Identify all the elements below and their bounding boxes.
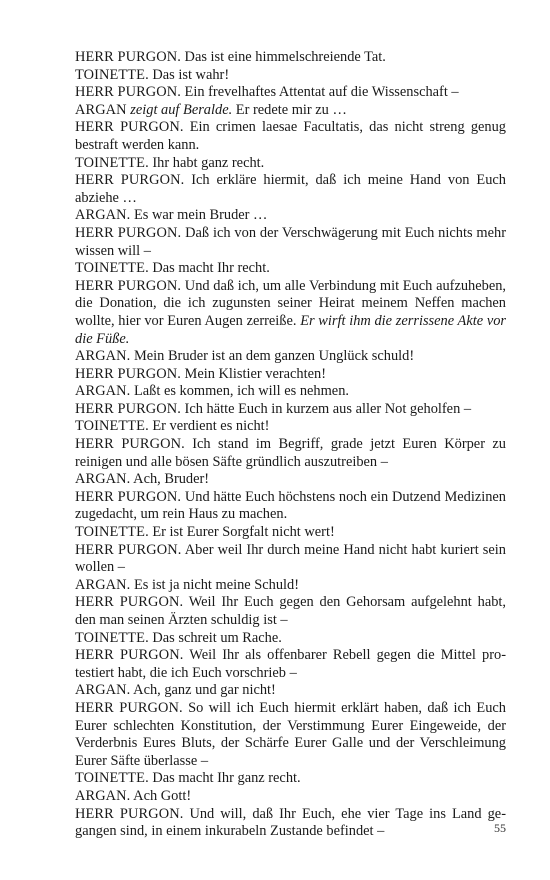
speaker-name: HERR PURGON. [75,365,181,382]
spoken-text: Ihr habt ganz recht. [148,154,265,171]
spoken-text: Daß ich von der Verschwägerung mit Euch nichts mehr wissen will – [75,224,506,259]
spoken-text: Ach Gott! [130,787,192,804]
spoken-text: Er ist Eurer Sorgfalt nicht wert! [148,524,335,541]
dialogue-text [75,49,506,841]
spoken-text: Ach, ganz und gar nicht! [130,682,276,699]
spoken-text: Aber weil Ihr durch meine Hand nicht habt kuriert sein wollen – [75,541,506,576]
dialogue-line [75,594,506,629]
speaker-name: HERR PURGON. [75,805,184,822]
spoken-text: Weil Ihr als offenbarer Rebell gegen die Mittel protestiert habt, die ich Euch vorschrieb – [75,647,506,681]
dialogue-line [75,383,506,401]
speaker-name: TOINETTE. [75,629,149,646]
dialogue-line [75,119,506,154]
dialogue-line [75,471,506,489]
speaker-name: HERR PURGON. [75,699,183,716]
spoken-text: Und will, daß Ihr Euch, ehe vier Tage ins Land gegangen sind, in einem inkurabeln Zustande befindet – [75,805,506,840]
speaker-name: ARGAN [75,101,127,118]
speaker-name: HERR PURGON. [75,277,182,294]
dialogue-line [75,348,506,366]
dialogue-line [75,700,506,770]
spoken-text: Ach, Bruder! [130,471,210,488]
dialogue-line [75,436,506,471]
dialogue-line [75,806,506,841]
page-number: 55 [494,821,506,835]
dialogue-line [75,278,506,348]
dialogue-line [75,577,506,595]
spoken-text: Das ist wahr! [148,66,230,83]
spoken-text: Ein frevelhaftes Attentat auf die Wissenschaft – [180,84,459,101]
dialogue-line [75,524,506,542]
spoken-text: Er verdient es nicht! [148,418,270,435]
spoken-text: Und daß ich, um alle Verbindung mit Euch aufzuheben, die Donation, die ich zugunsten seiner Heirat meinem Neffen machen wollte, hier vor Euren Augen zerreiße. [75,277,506,329]
speaker-name: HERR PURGON. [75,436,185,453]
speaker-name: HERR PURGON. [75,172,185,189]
dialogue-line [75,102,506,120]
dialogue-line [75,418,506,436]
dialogue-line [75,172,506,207]
speaker-name: HERR PURGON. [75,647,184,664]
dialogue-line [75,401,506,419]
spoken-text: Ein crimen laesae Facultatis, das nicht streng genug bestraft werden kann. [75,119,506,153]
speaker-name: HERR PURGON. [75,488,182,505]
dialogue-line [75,67,506,85]
speaker-name: ARGAN. [75,787,131,804]
spoken-text: Weil Ihr Euch gegen den Gehorsam aufgelehnt habt, den man seinen Ärzten schuldig ist – [75,594,506,628]
speaker-name: TOINETTE. [75,418,149,435]
speaker-name: ARGAN. [75,207,131,224]
spoken-text: Ich stand im Begriff, grade jetzt Euren Körper zu reinigen und alle bösen Säfte gründlich auszutreiben – [75,436,507,470]
speaker-name: HERR PURGON. [75,224,182,241]
spoken-text: Mein Klistier verachten! [180,365,327,382]
speaker-name: ARGAN. [75,348,131,365]
dialogue-line [75,682,506,700]
dialogue-line [75,788,506,806]
speaker-name: ARGAN. [75,383,131,400]
dialogue-line [75,647,506,682]
dialogue-line [75,542,506,577]
spoken-text: So will ich Euch hiermit erklärt haben, daß ich Euch Eurer schlechten Konstitution, der Verstimmung Eurer Eingeweide, der Verderbnis Eures Bluts, der Schärfe Eurer Galle und der Verschleimung Eurer Säfte überlasse – [75,699,506,769]
dialogue-line [75,155,506,173]
speaker-name: ARGAN. [75,576,131,593]
spoken-text: Mein Bruder ist an dem ganzen Unglück schuld! [130,348,415,365]
spoken-text: Er redete mir zu … [232,101,347,118]
spoken-text: Das ist eine himmelschreiende Tat. [180,49,386,65]
spoken-text: Ich erkläre hiermit, daß ich meine Hand von Euch abziehe … [75,172,506,206]
speaker-name: HERR PURGON. [75,49,181,65]
dialogue-line [75,84,506,102]
dialogue-line [75,489,506,524]
dialogue-line [75,207,506,225]
speaker-name: HERR PURGON. [75,594,184,611]
stage-direction: zeigt auf Beralde. [126,101,233,118]
speaker-name: HERR PURGON. [75,541,182,558]
dialogue-line [75,225,506,260]
speaker-name: HERR PURGON. [75,84,181,101]
dialogue-line [75,770,506,788]
dialogue-line [75,366,506,384]
spoken-text: Das macht Ihr ganz recht. [148,770,301,787]
speaker-name: TOINETTE. [75,524,149,541]
spoken-text: Es war mein Bruder … [130,207,268,224]
spoken-text: Laßt es kommen, ich will es nehmen. [130,383,349,400]
spoken-text: Das schreit um Rache. [148,629,282,646]
spoken-text: Und hätte Euch höchstens noch ein Dutzend Medizinen zugedacht, um rein Haus zu machen. [75,488,507,523]
speaker-name: HERR PURGON. [75,119,184,136]
speaker-name: ARGAN. [75,682,131,699]
speaker-name: HERR PURGON. [75,400,181,417]
spoken-text: Ich hätte Euch in kurzem aus aller Not geholfen – [180,400,472,417]
stage-direction: Er wirft ihm die zerrissene Akte vor die Füße. [75,312,507,347]
dialogue-line [75,630,506,648]
dialogue-line [75,49,506,67]
dialogue-line [75,260,506,278]
speaker-name: TOINETTE. [75,154,149,171]
speaker-name: ARGAN. [75,471,131,488]
spoken-text: Das macht Ihr recht. [148,260,270,277]
speaker-name: TOINETTE. [75,770,149,787]
spoken-text: Es ist ja nicht meine Schuld! [130,576,300,593]
speaker-name: TOINETTE. [75,66,149,83]
speaker-name: TOINETTE. [75,260,149,277]
